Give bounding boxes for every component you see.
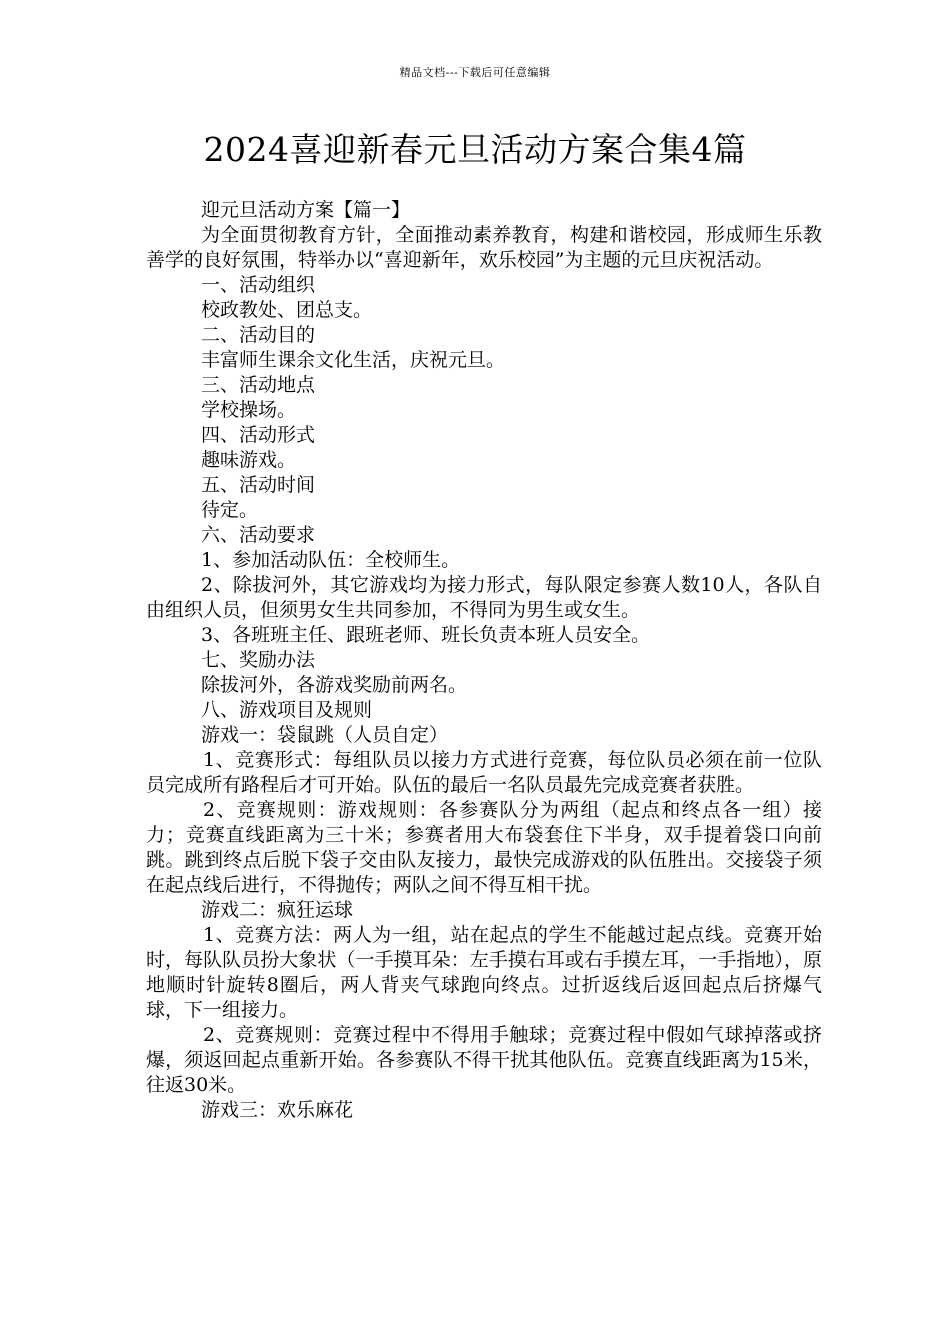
game-heading: 游戏一：袋鼠跳（人员自定）	[201, 724, 449, 746]
game-rule: 2、竞赛规则：游戏规则：各参赛队分为两组（起点和终点各一组）接力；竞赛直线距离为三十米；参赛者用大布袋套住下半身，双手提着袋口向前跳。跳到终点后脱下袋子交由队友接力，最快完成游戏的队伍胜出。交接袋子须在起点线后进行，不得抛传；两队之间不得互相干扰。	[146, 799, 822, 896]
item-heading: 八、游戏项目及规则	[201, 699, 373, 721]
section-heading: 迎元旦活动方案【篇一】	[201, 199, 411, 221]
game-rule: 2、竞赛规则：竞赛过程中不得用手触球；竞赛过程中假如气球掉落或挤爆，须返回起点重新开始。各参赛队不得干扰其他队伍。竞赛直线距离为15米，往返30米。	[146, 1024, 822, 1096]
requirement-item: 3、各班班主任、跟班老师、班长负责本班人员安全。	[201, 624, 651, 646]
item-heading: 一、活动组织	[201, 274, 316, 296]
page-header-note: 精品文档---下载后可任意编辑	[399, 66, 551, 79]
document-body	[146, 198, 822, 1123]
requirement-item: 1、参加活动队伍：全校师生。	[201, 549, 461, 571]
item-heading: 五、活动时间	[201, 474, 316, 496]
item-heading: 六、活动要求	[201, 524, 316, 546]
game-heading: 游戏二：疯狂运球	[201, 899, 354, 921]
item-text: 趣味游戏。	[201, 449, 297, 471]
item-heading: 七、奖励办法	[201, 649, 316, 671]
requirement-item: 2、除拔河外，其它游戏均为接力形式，每队限定参赛人数10人，各队自由组织人员，但须男女生共同参加，不得同为男生或女生。	[146, 574, 822, 621]
game-heading: 游戏三：欢乐麻花	[201, 1099, 354, 1121]
item-text: 除拔河外，各游戏奖励前两名。	[201, 674, 468, 696]
item-text: 学校操场。	[201, 399, 297, 421]
item-text: 丰富师生课余文化生活，庆祝元旦。	[201, 349, 506, 371]
game-rule: 1、竞赛方法：两人为一组，站在起点的学生不能越过起点线。竞赛开始时，每队队员扮大象状（一手摸耳朵：左手摸右耳或右手摸左耳，一手指地），原地顺时针旋转8圈后，两人背夹气球跑向终点。过折返线后返回起点后挤爆气球，下一组接力。	[146, 924, 822, 1021]
item-heading: 二、活动目的	[201, 324, 316, 346]
game-rule: 1、竞赛形式：每组队员以接力方式进行竞赛，每位队员必须在前一位队员完成所有路程后才可开始。队伍的最后一名队员最先完成竞赛者获胜。	[146, 749, 822, 796]
item-heading: 三、活动地点	[201, 374, 316, 396]
intro-paragraph: 为全面贯彻教育方针，全面推动素养教育，构建和谐校园，形成师生乐教善学的良好氛围，特举办以“喜迎新年，欢乐校园”为主题的元旦庆祝活动。	[146, 224, 822, 271]
item-heading: 四、活动形式	[201, 424, 316, 446]
document-title: 2024喜迎新春元旦活动方案合集4篇	[203, 130, 747, 169]
item-text: 待定。	[201, 499, 259, 521]
item-text: 校政教处、团总支。	[201, 299, 373, 321]
